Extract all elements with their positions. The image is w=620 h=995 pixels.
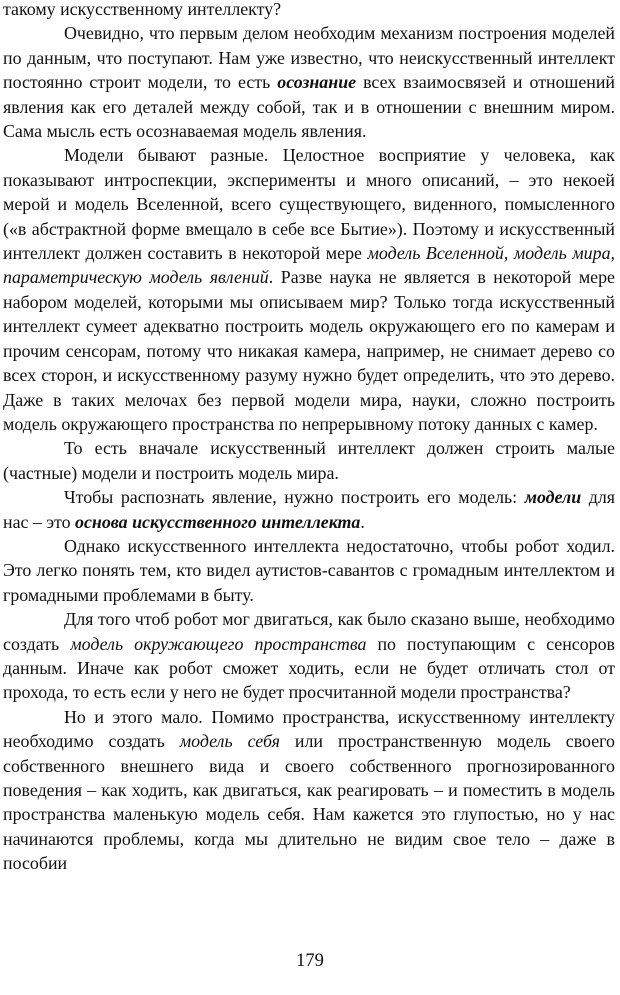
text-run: Очевидно, что первым делом необходим механизм построения моделей по данным, что поступают. Нам уже известно, что неискусственный интеллект постоянно строит модели, то есть bbox=[3, 23, 615, 93]
bold-italic-term: основа искусственного интеллекта bbox=[75, 511, 361, 532]
paragraph-space-model bbox=[3, 607, 615, 705]
text-run: То есть вначале искусственный интеллект должен строить малые (частные) модели и построить модель мира. bbox=[3, 438, 615, 483]
text-run: по поступающим с сенсоров данным. Иначе как робот сможет ходить, если не будет отличать стол от прохода, то есть если у него не будет просчитанной модели пространства? bbox=[3, 633, 615, 703]
paragraph-continuation bbox=[3, 0, 615, 21]
page-body-text bbox=[3, 0, 615, 876]
paragraph-small-models bbox=[3, 436, 615, 485]
bold-italic-term: модели bbox=[524, 487, 582, 508]
text-run: Но и этого мало. Помимо пространства, искусственному интеллекту необходимо создать bbox=[3, 706, 615, 752]
paragraph-model-types bbox=[3, 143, 615, 436]
text-run: такому искусственному интеллекту? bbox=[3, 0, 282, 19]
text-run: Модели бывают разные. Целостное восприятие у человека, как показывают интроспекции, эксперименты и много описаний, – это некоей мерой и модель Вселенной, всего существующего, виденного, помысленного («в абстрактной форме вмещало в себе все Бытие»). Поэтому и искусственный интеллект должен составить в некоторой мере bbox=[3, 145, 615, 264]
bold-italic-term: осознание bbox=[277, 72, 357, 93]
text-run: всех взаимосвязей и отношений явления как его деталей между собой, так и в отношении с внешним миром. Сама мысль есть осознаваемая модель явления. bbox=[3, 72, 615, 142]
text-run: для нас – это bbox=[3, 487, 615, 532]
paragraph-recognition bbox=[3, 485, 615, 534]
text-run: Чтобы распознать явление, нужно построить его модель: bbox=[64, 487, 525, 508]
text-run: . bbox=[360, 511, 365, 532]
paragraph-modeling-mechanism bbox=[3, 21, 615, 143]
text-run: Однако искусственного интеллекта недостаточно, чтобы робот ходил. Это легко понять тем, кто видел аутистов-савантов с громадным интеллектом и громадными проблемами в быту. bbox=[3, 535, 615, 605]
italic-term: модель окружающего пространства bbox=[70, 633, 367, 654]
italic-term: модель Вселенной, модель мира, параметрическую модель явлений bbox=[3, 243, 615, 288]
paragraph-walking-robot bbox=[3, 534, 615, 607]
text-run: или пространственную модель своего собственного внешнего вида и своего собственного прогнозированного поведения – как ходить, как двигаться, как реагировать – и поместить в модель пространства маленькую модель себя. Нам кажется это глупостью, но у нас начинаются проблемы, когда мы длительно не видим свое тело – даже в пособии bbox=[3, 731, 615, 874]
page-number: 179 bbox=[296, 951, 324, 971]
text-run: . Разве наука не является в некоторой мере набором моделей, которыми мы описываем мир? Только тогда искусственный интеллект сумеет адекватно построить модель окружающего его по камерам и прочим сенсорам, потому что никакая камера, например, не снимает дерево со всех сторон, и искусственному разуму нужно будет определить, что это дерево. Даже в таких мелочах без первой модели мира, науки, сложно построить модель окружающего пространства по непрерывному потоку данных с камер. bbox=[3, 267, 615, 434]
italic-term: модель себя bbox=[179, 731, 280, 752]
text-run: Для того чтоб робот мог двигаться, как было сказано выше, необходимо создать bbox=[3, 609, 615, 654]
paragraph-self-model bbox=[3, 705, 615, 876]
